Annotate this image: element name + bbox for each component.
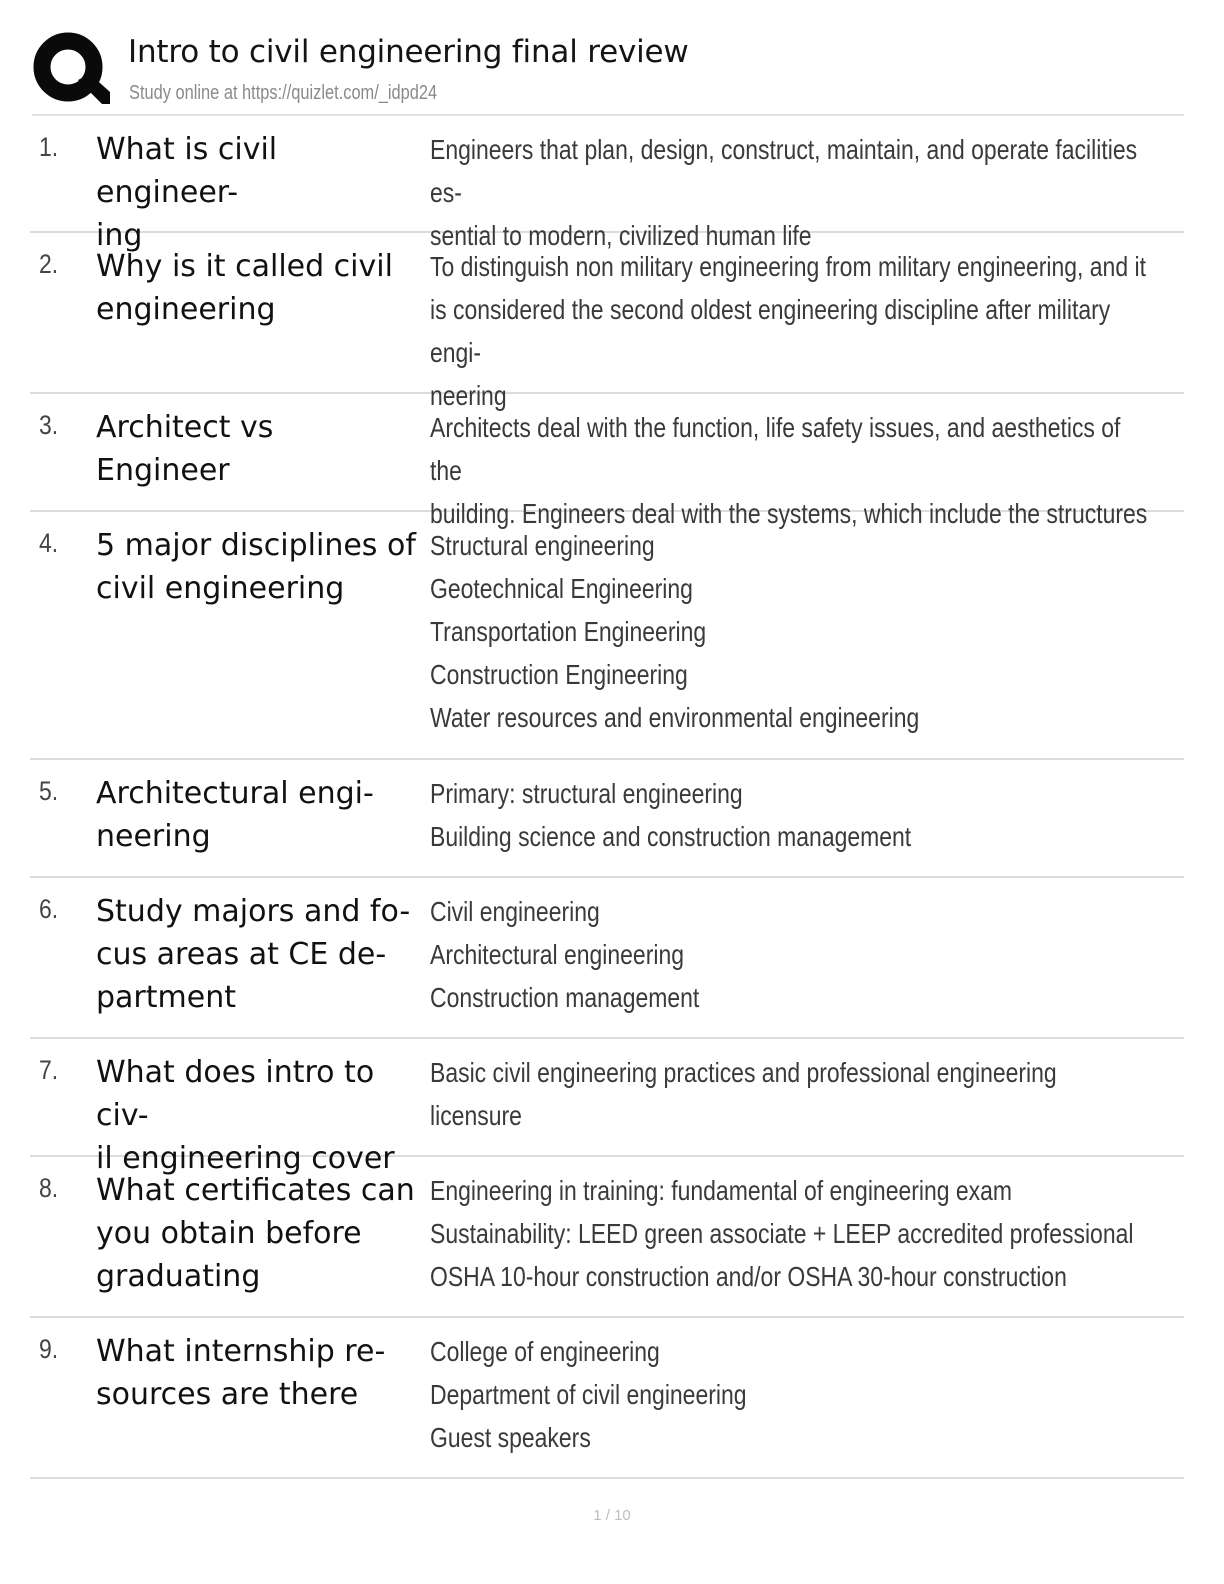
card-number: 8.	[39, 1173, 59, 1203]
card-definition: To distinguish non military engineering from military engineering, and it is considered the second oldest engineering discipline after military engi- neering	[430, 251, 1146, 411]
card-definition: Primary: structural engineering Building science and construction management	[430, 778, 912, 852]
page-number: 1 / 10	[593, 1507, 631, 1524]
flashcard-row	[30, 1039, 1184, 1176]
page-header	[32, 30, 1184, 116]
card-number: 9.	[39, 1334, 59, 1364]
card-number: 1.	[39, 132, 59, 162]
flashcard-row	[30, 512, 1184, 760]
card-term: What internship re- sources are there	[96, 1334, 386, 1412]
card-term: What certificates can you obtain before graduating	[96, 1173, 415, 1294]
card-term: Architect vs Engineer	[96, 410, 274, 488]
card-term: Architectural engi- neering	[96, 776, 374, 854]
flashcard-row	[30, 116, 1184, 253]
card-number: 5.	[39, 776, 59, 806]
flashcard-row	[30, 760, 1184, 878]
card-definition: Engineering in training: fundamental of engineering exam Sustainability: LEED green associate + LEEP accredited professional OSHA 10-hour construction and/or OSHA 30-hour construction	[430, 1175, 1134, 1292]
card-definition: Engineers that plan, design, construct, maintain, and operate facilities es- sential to modern, civilized human life	[430, 134, 1138, 251]
card-definition: Civil engineering Architectural engineering Construction management	[430, 896, 700, 1013]
flashcard-row	[30, 394, 1184, 529]
card-definition: Structural engineering Geotechnical Engineering Transportation Engineering Construction Engineering Water resources and environmental engineering	[430, 530, 920, 733]
flashcard-row	[30, 233, 1184, 411]
card-term: Study majors and fo- cus areas at CE de- partment	[96, 894, 411, 1015]
card-number: 3.	[39, 410, 59, 440]
card-term: 5 major disciplines of civil engineering	[96, 528, 416, 606]
page-title: Intro to civil engineering final review	[128, 34, 689, 70]
quizlet-q-logo-icon	[32, 30, 110, 108]
flashcard-list	[30, 116, 1184, 1479]
card-number: 4.	[39, 528, 59, 558]
card-number: 2.	[39, 249, 59, 279]
card-term: What is civil engineer- ing	[96, 132, 278, 253]
card-number: 6.	[39, 894, 59, 924]
study-online-link-text: Study online at https://quizlet.com/_idpd24	[129, 82, 438, 104]
card-term: What does intro to civ- il engineering cover	[96, 1055, 395, 1176]
card-definition: Architects deal with the function, life safety issues, and aesthetics of the building. Engineers deal with the systems, which include the structures	[430, 412, 1148, 529]
flashcard-row	[30, 1157, 1184, 1318]
flashcard-row	[30, 1318, 1184, 1479]
card-term: Why is it called civil engineering	[96, 249, 393, 327]
flashcard-row	[30, 878, 1184, 1039]
card-definition: Basic civil engineering practices and professional engineering licensure	[430, 1057, 1057, 1131]
card-definition: College of engineering Department of civil engineering Guest speakers	[430, 1336, 747, 1453]
card-number: 7.	[39, 1055, 59, 1085]
